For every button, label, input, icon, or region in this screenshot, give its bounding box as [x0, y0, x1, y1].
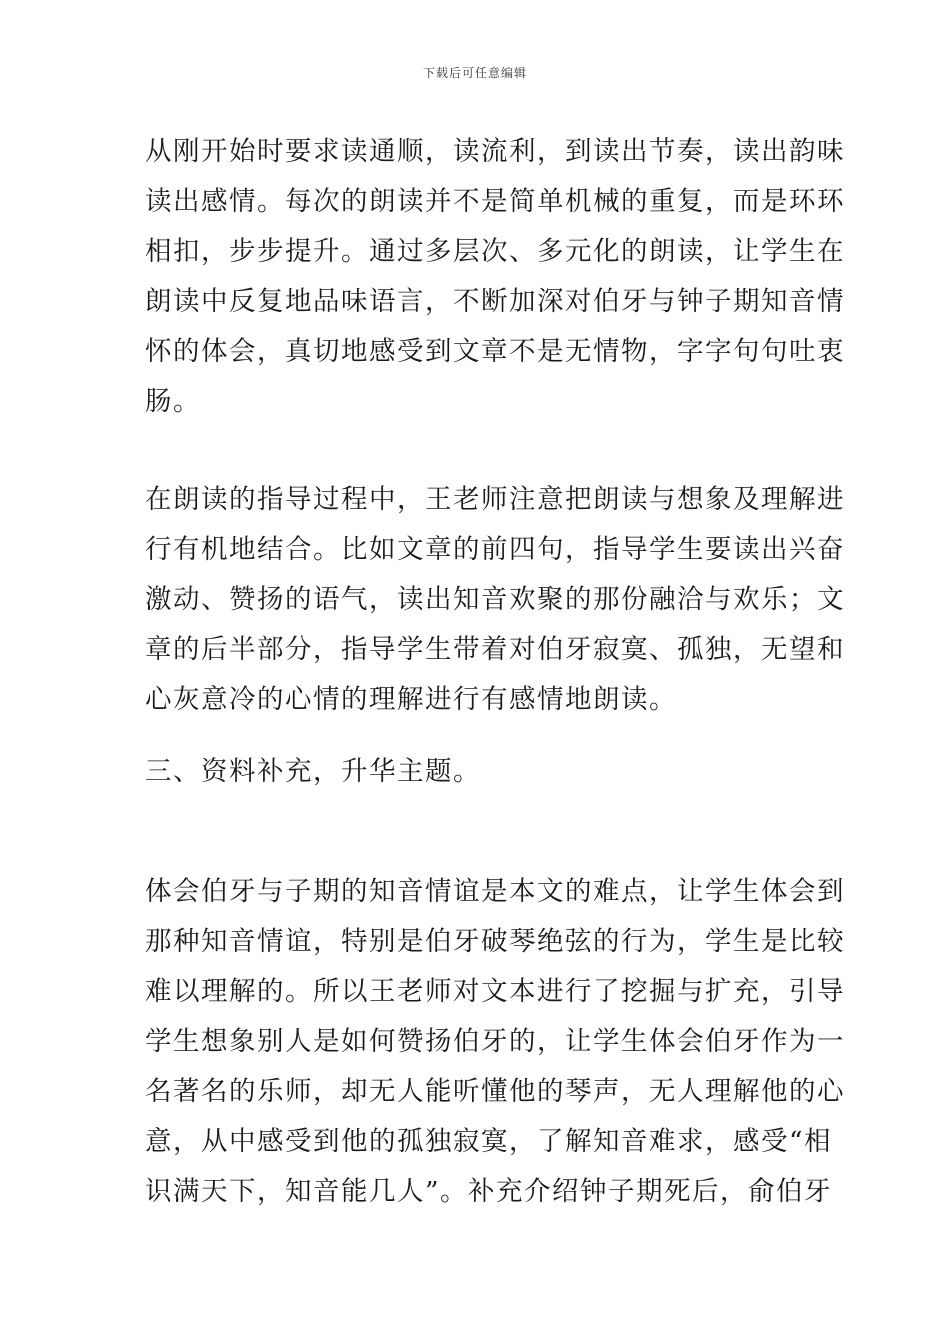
page-header-note: 下载后可任意编辑 [422, 66, 527, 80]
paragraph-line: 读出感情。每次的朗读并不是简单机械的重复，而是环环 [145, 186, 845, 217]
paragraph-line: 意，从中感受到他的孤独寂寞，了解知音难求，感受“相 [145, 1126, 833, 1157]
paragraph-line: 难以理解的。所以王老师对文本进行了挖掘与扩充，引导 [145, 976, 845, 1007]
paragraph-reading-guidance [145, 475, 845, 725]
paragraph-line: 学生想象别人是如何赞扬伯牙的，让学生体会伯牙作为一 [145, 1026, 845, 1057]
paragraph-line: 体会伯牙与子期的知音情谊是本文的难点，让学生体会到 [145, 876, 845, 907]
paragraph-line: 怀的体会，真切地感受到文章不是无情物，字字句句吐衷 [145, 336, 845, 367]
paragraph-line: 行有机地结合。比如文章的前四句，指导学生要读出兴奋 [145, 534, 845, 565]
paragraph-line: 在朗读的指导过程中，王老师注意把朗读与想象及理解进 [145, 484, 845, 515]
paragraph-reading-progression [145, 127, 845, 427]
paragraph-line: 从刚开始时要求读通顺，读流利，到读出节奏，读出韵味 [145, 136, 845, 167]
paragraph-line: 那种知音情谊，特别是伯牙破琴绝弦的行为，学生是比较 [145, 926, 845, 957]
paragraph-line: 朗读中反复地品味语言，不断加深对伯牙与钟子期知音情 [145, 286, 845, 317]
paragraph-line: 心灰意冷的心情的理解进行有感情地朗读。 [145, 684, 677, 715]
section-heading-text: 三、资料补充，升华主题。 [145, 756, 481, 787]
paragraph-line: 章的后半部分，指导学生带着对伯牙寂寞、孤独，无望和 [145, 634, 845, 665]
paragraph-line: 激动、赞扬的语气，读出知音欢聚的那份融洽与欢乐；文 [145, 584, 845, 615]
section-heading [145, 747, 810, 797]
paragraph-material-supplement [145, 867, 845, 1217]
paragraph-line: 识满天下，知音能几人”。补充介绍钟子期死后，俞伯牙 [145, 1176, 833, 1207]
paragraph-line: 相扣，步步提升。通过多层次、多元化的朗读，让学生在 [145, 236, 845, 267]
paragraph-line: 名著名的乐师，却无人能听懂他的琴声，无人理解他的心 [145, 1076, 845, 1107]
paragraph-line: 肠。 [145, 386, 201, 417]
